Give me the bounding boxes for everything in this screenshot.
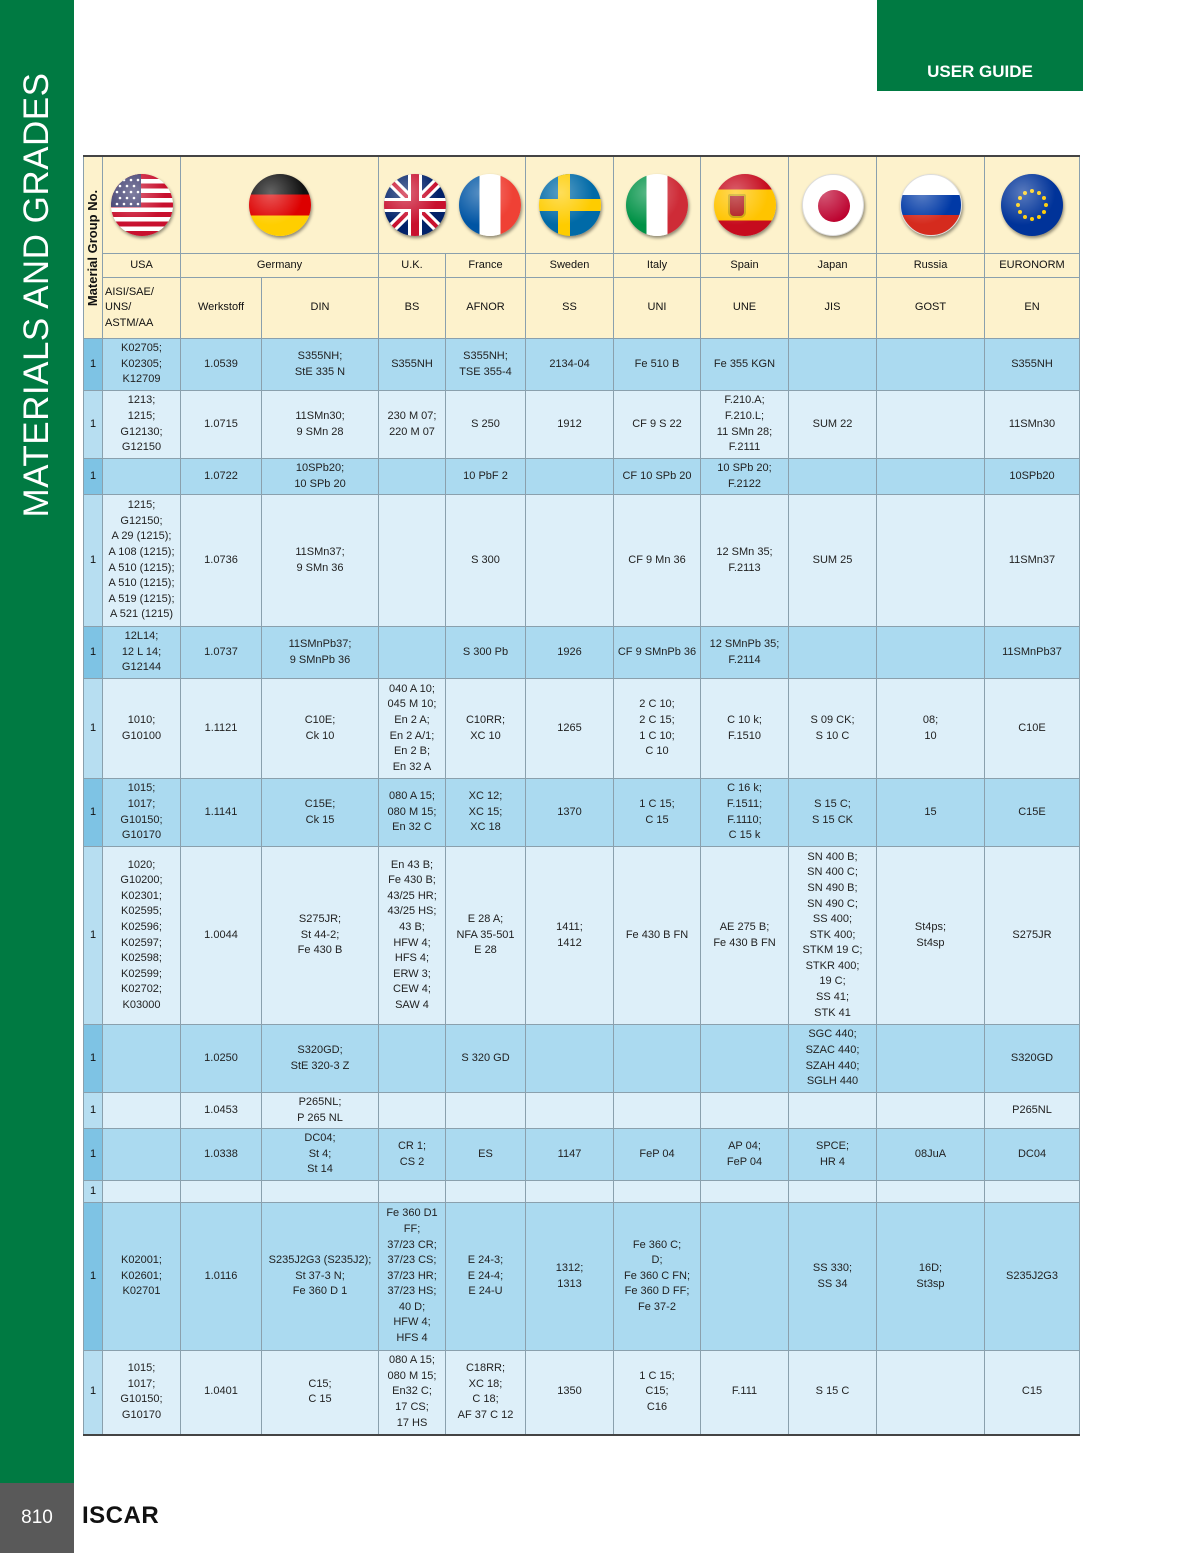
- grade-cell: [614, 1093, 701, 1129]
- grade-cell: S235J2G3 (S235J2); St 37-3 N; Fe 360 D 1: [262, 1203, 379, 1351]
- grade-cell: 1010; G10100: [103, 679, 181, 779]
- country-header: U.K.: [379, 254, 446, 278]
- grade-cell: 11SMnPb37; 9 SMnPb 36: [262, 627, 379, 679]
- grade-cell: 1.0539: [181, 339, 262, 391]
- standard-header: UNE: [701, 278, 789, 339]
- table-row: [84, 779, 1080, 847]
- euronorm-flag-icon: [1001, 174, 1063, 236]
- table-body: [84, 339, 1080, 1435]
- standard-header: GOST: [877, 278, 985, 339]
- flag-cell: [701, 156, 789, 254]
- russia-flag-icon: [900, 174, 962, 236]
- materials-grades-table: [83, 155, 1080, 1436]
- grade-cell: [789, 459, 877, 495]
- grade-cell: Fe 430 B FN: [614, 847, 701, 1025]
- flag-cell: [103, 156, 181, 254]
- grade-cell: [877, 1093, 985, 1129]
- grade-cell: 1350: [526, 1351, 614, 1435]
- flag-cell: [614, 156, 701, 254]
- grade-cell: [701, 1203, 789, 1351]
- grade-cell: [526, 459, 614, 495]
- grade-cell: C18RR; XC 18; C 18; AF 37 C 12: [446, 1351, 526, 1435]
- group-header-label: Material Group No.: [85, 189, 101, 306]
- grade-cell: S320GD; StE 320-3 Z: [262, 1025, 379, 1093]
- grade-cell: 230 M 07; 220 M 07: [379, 391, 446, 459]
- grade-cell: 11SMn30: [985, 391, 1080, 459]
- group-number-cell: 1: [84, 1351, 103, 1435]
- group-header: [84, 156, 103, 339]
- user-guide-tab: USER GUIDE: [877, 0, 1083, 91]
- grade-cell: 080 A 15; 080 M 15; En 32 C: [379, 779, 446, 847]
- grade-cell: [877, 627, 985, 679]
- grade-cell: 080 A 15; 080 M 15; En32 C; 17 CS; 17 HS: [379, 1351, 446, 1435]
- group-number-cell: 1: [84, 459, 103, 495]
- grade-cell: S355NH; TSE 355-4: [446, 339, 526, 391]
- table-row: [84, 339, 1080, 391]
- grade-cell: C15; C 15: [262, 1351, 379, 1435]
- grade-cell: 1215; G12150; A 29 (1215); A 108 (1215); A 510 (1215); A 510 (1215); A 519 (1215); A 521 (1215): [103, 495, 181, 627]
- grade-cell: 1.0401: [181, 1351, 262, 1435]
- flag-cell: [789, 156, 877, 254]
- grade-cell: 1020; G10200; K02301; K02595; K02596; K02597; K02598; K02599; K02702; K03000: [103, 847, 181, 1025]
- grade-cell: [985, 1181, 1080, 1203]
- grade-cell: [103, 1093, 181, 1129]
- grade-cell: C10E: [985, 679, 1080, 779]
- country-header: Sweden: [526, 254, 614, 278]
- page-number: 810: [0, 1483, 74, 1553]
- table-row: [84, 495, 1080, 627]
- table-row: [84, 391, 1080, 459]
- grade-cell: SS 330; SS 34: [789, 1203, 877, 1351]
- grade-cell: 1912: [526, 391, 614, 459]
- grade-cell: 1.0453: [181, 1093, 262, 1129]
- grade-cell: S355NH; StE 335 N: [262, 339, 379, 391]
- standard-header: DIN: [262, 278, 379, 339]
- grade-cell: CF 9 Mn 36: [614, 495, 701, 627]
- usa-flag-icon: [111, 174, 173, 236]
- standard-header: JIS: [789, 278, 877, 339]
- grade-cell: E 24-3; E 24-4; E 24-U: [446, 1203, 526, 1351]
- grade-cell: 1147: [526, 1129, 614, 1181]
- grade-cell: [701, 1181, 789, 1203]
- group-number-cell: 1: [84, 779, 103, 847]
- country-row: [84, 254, 1080, 278]
- grade-cell: S 320 GD: [446, 1025, 526, 1093]
- grade-cell: [877, 459, 985, 495]
- grade-cell: 1312; 1313: [526, 1203, 614, 1351]
- grade-cell: SN 400 B; SN 400 C; SN 490 B; SN 490 C; SS 400; STK 400; STKM 19 C; STKR 400; 19 C; SS 41; STK 41: [789, 847, 877, 1025]
- table-row: [84, 1025, 1080, 1093]
- grade-cell: P265NL; P 265 NL: [262, 1093, 379, 1129]
- group-number-cell: 1: [84, 495, 103, 627]
- group-number-cell: 1: [84, 1203, 103, 1351]
- grade-cell: 15: [877, 779, 985, 847]
- grade-cell: S 300 Pb: [446, 627, 526, 679]
- grade-cell: 1.0116: [181, 1203, 262, 1351]
- standard-header: Werkstoff: [181, 278, 262, 339]
- grade-cell: S355NH: [985, 339, 1080, 391]
- grade-cell: [614, 1181, 701, 1203]
- country-header: USA: [103, 254, 181, 278]
- grade-cell: 1 C 15; C 15: [614, 779, 701, 847]
- grade-cell: CF 9 S 22: [614, 391, 701, 459]
- flag-cell: [877, 156, 985, 254]
- table-row: [84, 459, 1080, 495]
- grade-cell: CF 9 SMnPb 36: [614, 627, 701, 679]
- grade-cell: [789, 627, 877, 679]
- country-header: Russia: [877, 254, 985, 278]
- grade-cell: 1015; 1017; G10150; G10170: [103, 779, 181, 847]
- grade-cell: 1.0722: [181, 459, 262, 495]
- grade-cell: 1.0338: [181, 1129, 262, 1181]
- grade-cell: S275JR: [985, 847, 1080, 1025]
- flag-cell: [985, 156, 1080, 254]
- japan-flag-icon: [802, 174, 864, 236]
- grade-cell: Fe 360 D1 FF; 37/23 CR; 37/23 CS; 37/23 HR; 37/23 HS; 40 D; HFW 4; HFS 4: [379, 1203, 446, 1351]
- table-row: [84, 1093, 1080, 1129]
- table-row: [84, 1181, 1080, 1203]
- grade-cell: F.210.A; F.210.L; 11 SMn 28; F.2111: [701, 391, 789, 459]
- grade-cell: [103, 459, 181, 495]
- flag-cell: [181, 156, 379, 254]
- grade-cell: [877, 1181, 985, 1203]
- grade-cell: DC04: [985, 1129, 1080, 1181]
- grade-cell: 1.1141: [181, 779, 262, 847]
- group-number-cell: 1: [84, 391, 103, 459]
- grade-cell: Fe 510 B: [614, 339, 701, 391]
- grade-cell: 1411; 1412: [526, 847, 614, 1025]
- country-header: Japan: [789, 254, 877, 278]
- group-number-cell: 1: [84, 339, 103, 391]
- grade-cell: AP 04; FeP 04: [701, 1129, 789, 1181]
- grade-cell: C10RR; XC 10: [446, 679, 526, 779]
- grade-cell: [701, 1093, 789, 1129]
- group-number-cell: 1: [84, 1093, 103, 1129]
- country-header: Spain: [701, 254, 789, 278]
- grade-cell: [877, 1025, 985, 1093]
- country-header: EURONORM: [985, 254, 1080, 278]
- grade-cell: FeP 04: [614, 1129, 701, 1181]
- flag-cell: [379, 156, 526, 254]
- group-number-cell: 1: [84, 1181, 103, 1203]
- grade-cell: 16D; St3sp: [877, 1203, 985, 1351]
- grade-cell: 11SMnPb37: [985, 627, 1080, 679]
- grade-cell: K02705; K02305; K12709: [103, 339, 181, 391]
- grade-cell: 10SPb20: [985, 459, 1080, 495]
- grade-cell: 1.0715: [181, 391, 262, 459]
- table-row: [84, 847, 1080, 1025]
- grade-cell: 1.0736: [181, 495, 262, 627]
- grade-cell: 10 SPb 20; F.2122: [701, 459, 789, 495]
- grade-cell: 12L14; 12 L 14; G12144: [103, 627, 181, 679]
- group-number-cell: 1: [84, 627, 103, 679]
- grade-cell: [103, 1025, 181, 1093]
- flag-row: [84, 156, 1080, 254]
- grade-cell: SUM 25: [789, 495, 877, 627]
- grade-cell: [526, 1093, 614, 1129]
- table-row: [84, 627, 1080, 679]
- grade-cell: 10SPb20; 10 SPb 20: [262, 459, 379, 495]
- table-row: [84, 1203, 1080, 1351]
- spain-flag-icon: [714, 174, 776, 236]
- grade-cell: C15E: [985, 779, 1080, 847]
- grade-cell: F.111: [701, 1351, 789, 1435]
- grade-cell: [526, 495, 614, 627]
- grade-cell: S355NH: [379, 339, 446, 391]
- grade-cell: AE 275 B; Fe 430 B FN: [701, 847, 789, 1025]
- grade-cell: [379, 627, 446, 679]
- uk-flag-icon: [384, 174, 446, 236]
- grade-cell: S320GD: [985, 1025, 1080, 1093]
- grade-cell: C15: [985, 1351, 1080, 1435]
- grade-cell: SUM 22: [789, 391, 877, 459]
- grade-cell: CR 1; CS 2: [379, 1129, 446, 1181]
- sweden-flag-icon: [539, 174, 601, 236]
- france-flag-icon: [459, 174, 521, 236]
- flag-cell: [526, 156, 614, 254]
- grade-cell: [446, 1181, 526, 1203]
- grade-cell: 11SMn37; 9 SMn 36: [262, 495, 379, 627]
- standard-header: SS: [526, 278, 614, 339]
- italy-flag-icon: [626, 174, 688, 236]
- standard-header: BS: [379, 278, 446, 339]
- grade-cell: [181, 1181, 262, 1203]
- grade-cell: [877, 1351, 985, 1435]
- grade-cell: 1.0250: [181, 1025, 262, 1093]
- grade-cell: [379, 1093, 446, 1129]
- grade-cell: S 300: [446, 495, 526, 627]
- grade-cell: [379, 459, 446, 495]
- grade-cell: S275JR; St 44-2; Fe 430 B: [262, 847, 379, 1025]
- table-row: [84, 1351, 1080, 1435]
- grade-cell: S 250: [446, 391, 526, 459]
- grade-cell: 12 SMnPb 35; F.2114: [701, 627, 789, 679]
- grade-cell: 10 PbF 2: [446, 459, 526, 495]
- grade-cell: S 09 CK; S 10 C: [789, 679, 877, 779]
- standard-header: EN: [985, 278, 1080, 339]
- grade-cell: 1370: [526, 779, 614, 847]
- grade-cell: 1.0044: [181, 847, 262, 1025]
- grade-cell: [379, 1025, 446, 1093]
- grade-cell: ES: [446, 1129, 526, 1181]
- standard-header: AISI/SAE/ UNS/ ASTM/AA: [103, 278, 181, 339]
- section-title: MATERIALS AND GRADES: [17, 72, 56, 518]
- table-row: [84, 679, 1080, 779]
- grade-cell: [446, 1093, 526, 1129]
- group-number-cell: 1: [84, 1129, 103, 1181]
- table-row: [84, 1129, 1080, 1181]
- grade-cell: [789, 339, 877, 391]
- group-number-cell: 1: [84, 847, 103, 1025]
- grade-cell: [526, 1181, 614, 1203]
- country-header: Italy: [614, 254, 701, 278]
- grade-cell: [789, 1181, 877, 1203]
- grade-cell: 1 C 15; C15; C16: [614, 1351, 701, 1435]
- grade-cell: 1.1121: [181, 679, 262, 779]
- germany-flag-icon: [249, 174, 311, 236]
- grade-cell: C15E; Ck 15: [262, 779, 379, 847]
- grade-cell: 1213; 1215; G12130; G12150: [103, 391, 181, 459]
- grade-cell: 2134-04: [526, 339, 614, 391]
- grade-cell: S 15 C; S 15 CK: [789, 779, 877, 847]
- grade-cell: [526, 1025, 614, 1093]
- country-header: France: [446, 254, 526, 278]
- grade-cell: 08JuA: [877, 1129, 985, 1181]
- grade-cell: SPCE; HR 4: [789, 1129, 877, 1181]
- standard-header: UNI: [614, 278, 701, 339]
- grade-cell: P265NL: [985, 1093, 1080, 1129]
- grade-cell: [103, 1129, 181, 1181]
- grade-cell: En 43 B; Fe 430 B; 43/25 HR; 43/25 HS; 43 B; HFW 4; HFS 4; ERW 3; CEW 4; SAW 4: [379, 847, 446, 1025]
- grade-cell: DC04; St 4; St 14: [262, 1129, 379, 1181]
- grade-cell: S235J2G3: [985, 1203, 1080, 1351]
- grade-cell: 1265: [526, 679, 614, 779]
- grade-cell: C10E; Ck 10: [262, 679, 379, 779]
- grade-cell: Fe 360 C; D; Fe 360 C FN; Fe 360 D FF; Fe 37-2: [614, 1203, 701, 1351]
- group-number-cell: 1: [84, 1025, 103, 1093]
- standard-row: [84, 278, 1080, 339]
- grade-cell: S 15 C: [789, 1351, 877, 1435]
- grade-cell: [379, 1181, 446, 1203]
- grade-cell: 1015; 1017; G10150; G10170: [103, 1351, 181, 1435]
- grade-cell: C 16 k; F.1511; F.1110; C 15 k: [701, 779, 789, 847]
- brand-logo: ISCAR: [82, 1502, 160, 1529]
- grade-cell: [877, 391, 985, 459]
- grade-cell: CF 10 SPb 20: [614, 459, 701, 495]
- grade-cell: [103, 1181, 181, 1203]
- grade-cell: SGC 440; SZAC 440; SZAH 440; SGLH 440: [789, 1025, 877, 1093]
- grade-cell: St4ps; St4sp: [877, 847, 985, 1025]
- grade-cell: C 10 k; F.1510: [701, 679, 789, 779]
- grade-cell: K02001; K02601; K02701: [103, 1203, 181, 1351]
- grade-cell: 2 C 10; 2 C 15; 1 C 10; C 10: [614, 679, 701, 779]
- grade-cell: 11SMn30; 9 SMn 28: [262, 391, 379, 459]
- grade-cell: [379, 495, 446, 627]
- grade-cell: 11SMn37: [985, 495, 1080, 627]
- grade-cell: [701, 1025, 789, 1093]
- grade-cell: [789, 1093, 877, 1129]
- grade-cell: XC 12; XC 15; XC 18: [446, 779, 526, 847]
- grade-cell: [614, 1025, 701, 1093]
- grade-cell: 1926: [526, 627, 614, 679]
- sidebar: [0, 0, 74, 1553]
- group-number-cell: 1: [84, 679, 103, 779]
- grade-cell: E 28 A; NFA 35-501 E 28: [446, 847, 526, 1025]
- standard-header: AFNOR: [446, 278, 526, 339]
- country-header: Germany: [181, 254, 379, 278]
- grade-cell: [262, 1181, 379, 1203]
- grade-cell: [877, 339, 985, 391]
- grade-cell: 12 SMn 35; F.2113: [701, 495, 789, 627]
- grade-cell: 1.0737: [181, 627, 262, 679]
- grade-cell: 08; 10: [877, 679, 985, 779]
- grade-cell: 040 A 10; 045 M 10; En 2 A; En 2 A/1; En 2 B; En 32 A: [379, 679, 446, 779]
- grade-cell: [877, 495, 985, 627]
- grade-cell: Fe 355 KGN: [701, 339, 789, 391]
